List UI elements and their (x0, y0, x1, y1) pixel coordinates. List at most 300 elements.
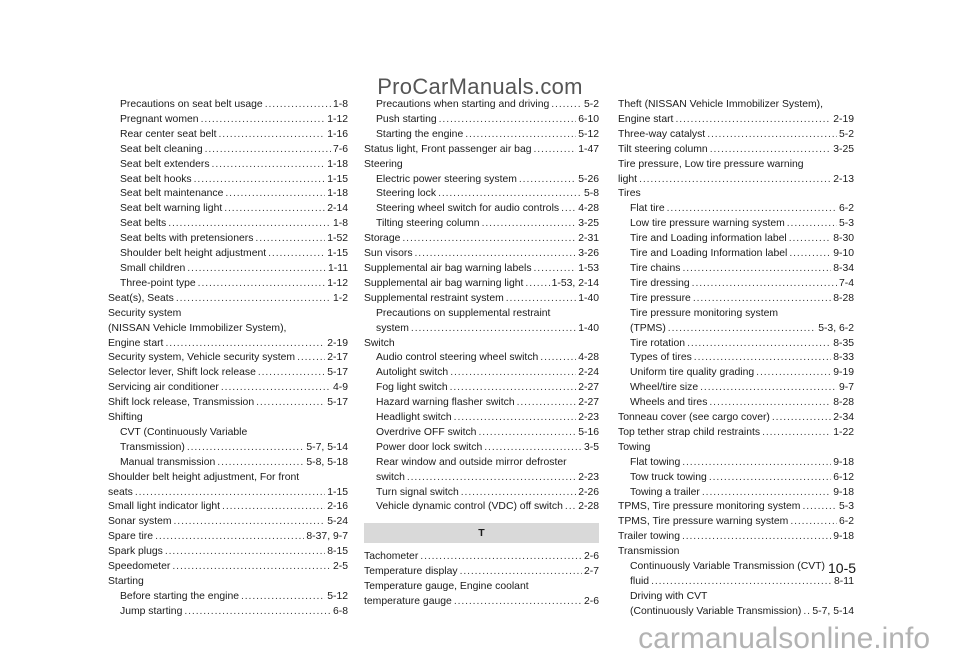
index-entry-text: Flat tire (630, 203, 665, 215)
index-entry-text-line: Security system (108, 307, 182, 319)
dot-leader (221, 381, 331, 396)
dot-leader (709, 396, 831, 411)
index-entry (108, 277, 348, 292)
dot-leader (187, 262, 326, 277)
index-entry (618, 515, 854, 530)
index-entry-text-line: Rear window and outside mirror defroster (376, 456, 567, 468)
index-entry-text: Turn signal switch (376, 486, 459, 498)
index-entry (108, 262, 348, 277)
dot-leader (198, 277, 326, 292)
dot-leader (693, 292, 831, 307)
index-entry-text: Tow truck towing (630, 471, 707, 483)
index-entry-page: 2-34 (833, 412, 854, 424)
index-entry-text: Shift lock release, Transmission (108, 397, 255, 409)
dot-leader (438, 187, 582, 202)
dot-leader (484, 441, 582, 456)
dot-leader (450, 366, 576, 381)
index-entry-page: 2-19 (833, 113, 854, 125)
dot-leader (165, 545, 325, 560)
index-entry-text: Fog light switch (376, 382, 448, 394)
index-entry-page: 8-37, 9-7 (306, 531, 348, 543)
index-entry-text: Steering wheel switch for audio controls (376, 203, 560, 215)
index-entry-text: Precautions when starting and driving (376, 99, 550, 110)
index-entry-text: Tires (618, 188, 641, 200)
index-entry-text: Storage (364, 233, 401, 245)
index-entry (364, 337, 599, 352)
index-entry-text: Small light indicator light (108, 501, 221, 513)
dot-leader (787, 217, 837, 232)
index-entry-page: 5-12 (578, 128, 599, 140)
index-entry-text: Manual transmission (120, 456, 216, 468)
index-entry-text: Security system, Vehicle security system (108, 352, 296, 364)
index-entry (618, 411, 854, 426)
dot-leader (411, 322, 576, 337)
index-entry-text: Tire and Loading information label (630, 233, 787, 245)
index-entry-text: Jump starting (120, 605, 183, 617)
index-entry-page: 9-18 (833, 486, 854, 498)
index-entry (108, 515, 348, 530)
dot-leader (205, 143, 331, 158)
index-entry-text: Supplemental air bag warning light (364, 277, 524, 289)
index-entry (108, 173, 348, 188)
index-entry (108, 158, 348, 173)
index-entry-text-line: Theft (NISSAN Vehicle Immobilizer System), (618, 99, 823, 110)
index-entry-text-line: Tire pressure, Low tire pressure warning (618, 158, 804, 170)
index-entry (108, 232, 348, 247)
dot-leader (551, 98, 582, 113)
index-entry-page: 9-18 (833, 456, 854, 468)
dot-leader (565, 500, 576, 515)
index-entry-page: 1-15 (327, 173, 348, 185)
index-entry (618, 530, 854, 545)
index-entry-page: 2-6 (583, 551, 599, 563)
dot-leader (789, 247, 831, 262)
index-entry-text: light (618, 173, 638, 185)
index-entry-text: Types of tires (630, 352, 692, 364)
index-entry (108, 560, 348, 575)
index-entry-text: Tilting steering column (376, 218, 480, 230)
dot-leader (176, 292, 331, 307)
index-entry (364, 411, 599, 426)
dot-leader (694, 351, 831, 366)
index-entry (108, 500, 348, 515)
index-entry-page: 6-12 (833, 471, 854, 483)
index-entry-page: 5-8 (583, 188, 599, 200)
dot-leader (268, 247, 325, 262)
index-entry (618, 471, 854, 486)
index-entry-text: Spark plugs (108, 546, 163, 558)
index-entry-page: 9-10 (833, 248, 854, 260)
index-entry (108, 456, 348, 471)
index-entry-page: 5-7, 5-14 (306, 441, 348, 453)
dot-leader (450, 381, 577, 396)
index-entry-page: 5-7, 5-14 (812, 605, 854, 617)
dot-leader (420, 550, 582, 565)
watermark-bottom: carmanualsonline.info (638, 622, 930, 655)
index-column-2 (364, 98, 599, 610)
index-entry-page: 5-16 (578, 426, 599, 438)
index-entry (108, 128, 348, 143)
dot-leader (709, 471, 831, 486)
dot-leader (402, 232, 576, 247)
index-entry-text: Engine start (618, 113, 674, 125)
index-entry-page: 2-27 (578, 397, 599, 409)
index-entry-page: 8-15 (327, 546, 348, 558)
dot-leader (184, 605, 331, 620)
index-entry (108, 545, 348, 560)
index-entry (364, 366, 599, 381)
index-entry-text: Trailer towing (618, 531, 680, 543)
dot-leader (525, 277, 549, 292)
index-entry (364, 98, 599, 113)
index-entry-text: Precautions on seat belt usage (120, 99, 263, 110)
index-entry (364, 565, 599, 580)
dot-leader (790, 515, 837, 530)
dot-leader (682, 262, 831, 277)
index-entry-page: 2-26 (578, 486, 599, 498)
index-entry-text: Wheels and tires (630, 397, 708, 409)
index-entry-page: 4-28 (578, 203, 599, 215)
index-entry (618, 143, 854, 158)
index-entry-page: 1-8 (332, 218, 348, 230)
index-entry-page: 7-6 (332, 143, 348, 155)
index-entry-text: Hazard warning flasher switch (376, 397, 515, 409)
index-entry-text: Electric power steering system (376, 173, 517, 185)
index-entry-page: 2-17 (327, 352, 348, 364)
index-entry (108, 98, 348, 113)
index-entry (108, 411, 348, 426)
dot-leader (460, 565, 582, 580)
index-entry (364, 580, 599, 610)
dot-leader (224, 202, 325, 217)
index-entry-page: 8-11 (833, 576, 854, 587)
index-entry-text: Seat(s), Seats (108, 292, 174, 304)
index-entry-text-line: Temperature gauge, Engine coolant (364, 581, 529, 593)
index-entry-page: 1-40 (578, 322, 599, 334)
index-entry (364, 262, 599, 277)
index-entry-text: (Continuously Variable Transmission) (630, 605, 802, 617)
index-entry-text: Before starting the engine (120, 590, 239, 602)
dot-leader (482, 217, 577, 232)
dot-leader (265, 98, 331, 113)
index-entry-page: 5-8, 5-18 (306, 456, 348, 468)
index-entry-page: 4-9 (332, 382, 348, 394)
index-entry-page: 1-18 (327, 188, 348, 200)
index-entry-page: 2-14 (327, 203, 348, 215)
dot-leader (415, 247, 577, 262)
dot-leader (201, 113, 326, 128)
index-entry-text: Supplemental restraint system (364, 292, 504, 304)
index-entry (108, 381, 348, 396)
dot-leader (212, 158, 326, 173)
index-entry-page: 8-35 (833, 337, 854, 349)
index-entry-page: 2-31 (578, 233, 599, 245)
index-entry-page: 1-8 (332, 99, 348, 110)
index-entry-text: Transmission) (120, 441, 185, 453)
index-entry-page: 1-12 (327, 113, 348, 125)
index-entry-page: 6-10 (578, 113, 599, 125)
index-entry-page: 5-12 (327, 590, 348, 602)
dot-leader (217, 456, 304, 471)
index-entry-text: Towing (618, 441, 651, 453)
index-entry-page: 8-28 (833, 397, 854, 409)
index-entry (108, 217, 348, 232)
index-entry-page: 5-26 (578, 173, 599, 185)
index-entry-text: Spare tire (108, 531, 154, 543)
index-entry-page: 1-40 (578, 292, 599, 304)
index-entry-page: 1-2 (332, 292, 348, 304)
index-entry (108, 396, 348, 411)
index-entry (364, 158, 599, 173)
dot-leader (258, 366, 325, 381)
index-column-1 (108, 98, 348, 620)
index-entry (618, 202, 854, 217)
dot-leader (256, 396, 325, 411)
dot-leader (702, 486, 831, 501)
index-entry-text: Seat belt cleaning (120, 143, 203, 155)
index-entry-text: Wheel/tire size (630, 382, 699, 394)
index-entry-text-line: Tire pressure monitoring system (630, 307, 779, 319)
index-entry (108, 605, 348, 620)
dot-leader (762, 426, 831, 441)
index-entry (364, 550, 599, 565)
index-entry-text-line: CVT (Continuously Variable (120, 426, 248, 438)
index-entry (618, 292, 854, 307)
index-entry-text: Shifting (108, 412, 143, 424)
index-entry (618, 158, 854, 188)
index-entry (108, 187, 348, 202)
index-entry-page: 1-53 (578, 262, 599, 274)
index-entry (108, 530, 348, 545)
index-entry (108, 292, 348, 307)
index-entry-text: Steering (364, 158, 403, 170)
index-entry-text-line: Shoulder belt height adjustment, For front (108, 471, 300, 483)
index-entry (618, 337, 854, 352)
index-entry-page: 2-23 (578, 471, 599, 483)
section-heading-t: T (364, 523, 599, 543)
index-entry-text: Seat belts with pretensioners (120, 233, 254, 245)
dot-leader (218, 128, 325, 143)
index-entry-page: 2-13 (833, 173, 854, 185)
index-entry-text: Transmission (618, 546, 680, 558)
index-entry (108, 202, 348, 217)
dot-leader (756, 366, 831, 381)
dot-leader (772, 411, 831, 426)
index-entry-text: switch (376, 471, 405, 483)
index-entry-page: 9-19 (833, 367, 854, 379)
index-entry-page: 8-34 (833, 262, 854, 274)
index-entry (364, 173, 599, 188)
dot-leader (506, 292, 576, 307)
dot-leader (454, 595, 582, 610)
index-entry-page: 1-18 (327, 158, 348, 170)
index-entry-text: TPMS, Tire pressure warning system (618, 516, 789, 528)
dot-leader (465, 128, 576, 143)
index-entry-page: 5-2 (583, 99, 599, 110)
index-entry-page: 5-3, 6-2 (818, 322, 854, 334)
index-entry-page: 1-53, 2-14 (551, 277, 599, 289)
index-column-3 (618, 98, 857, 620)
index-entry-page: 2-19 (327, 337, 348, 349)
dot-leader (692, 277, 837, 292)
dot-leader (540, 351, 576, 366)
index-entry-text: Selector lever, Shift lock release (108, 367, 256, 379)
index-entry-text: Power door lock switch (376, 441, 483, 453)
index-entry-text: Steering lock (376, 188, 437, 200)
index-entry-text: Shoulder belt height adjustment (120, 248, 267, 260)
index-entry (618, 351, 854, 366)
index-entry (618, 381, 854, 396)
dot-leader (687, 337, 831, 352)
index-entry (364, 143, 599, 158)
index-entry-page: 5-2 (838, 128, 854, 140)
index-entry-text: Overdrive OFF switch (376, 426, 477, 438)
index-entry-text: TPMS, Tire pressure monitoring system (618, 501, 801, 513)
index-entry-text-line: (NISSAN Vehicle Immobilizer System), (108, 322, 287, 334)
index-entry-text: Seat belt maintenance (120, 188, 224, 200)
index-entry-page: 8-33 (833, 352, 854, 364)
index-entry (108, 575, 348, 590)
index-entry-page: 3-5 (583, 441, 599, 453)
dot-leader (803, 605, 810, 620)
index-entry-text: Vehicle dynamic control (VDC) off switch (376, 501, 563, 513)
index-entry-text: Sun visors (364, 248, 413, 260)
index-entry (364, 113, 599, 128)
index-entry-text: Tire rotation (630, 337, 686, 349)
index-entry-text: Seat belt hooks (120, 173, 192, 185)
index-entry-page: 2-23 (578, 412, 599, 424)
index-entry-text: temperature gauge (364, 596, 452, 608)
watermark-top: ProCarManuals.com (377, 74, 583, 99)
dot-leader (241, 590, 325, 605)
index-entry (364, 426, 599, 441)
index-entry-page: 1-52 (327, 233, 348, 245)
index-entry (364, 396, 599, 411)
dot-leader (135, 486, 325, 501)
index-entry (108, 366, 348, 381)
index-entry-page: 9-7 (838, 382, 854, 394)
index-entry (618, 560, 857, 590)
index-entry-text: (TPMS) (630, 322, 666, 334)
page-number: 10-5 (828, 560, 857, 576)
dot-leader (519, 173, 576, 188)
index-entry (364, 247, 599, 262)
index-entry (364, 128, 599, 143)
index-entry-page: 3-25 (833, 143, 854, 155)
index-entry-page: 1-47 (578, 143, 599, 155)
dot-leader (439, 113, 577, 128)
index-entry-text: Seat belt extenders (120, 158, 210, 170)
index-entry (618, 426, 854, 441)
index-entry-text-line: Driving with CVT (630, 590, 708, 602)
index-entry-text: Tire dressing (630, 277, 690, 289)
dot-leader (187, 441, 305, 456)
dot-leader (454, 411, 577, 426)
dot-leader (407, 471, 576, 486)
index-entry-page: 4-28 (578, 352, 599, 364)
index-entry-text: Rear center seat belt (120, 128, 217, 140)
index-entry-text: Small children (120, 262, 186, 274)
dot-leader (165, 337, 325, 352)
index-entry-text: Flat towing (630, 456, 681, 468)
index-entry (364, 202, 599, 217)
index-entry-page: 1-15 (327, 486, 348, 498)
index-entry-text: Temperature display (364, 566, 458, 578)
index-entry-page: 2-6 (583, 596, 599, 608)
index-entry (364, 441, 599, 456)
index-entry-page: 2-16 (327, 501, 348, 513)
index-entry-text: Seat belts (120, 218, 167, 230)
dot-leader (651, 575, 832, 590)
index-entry-text: Tachometer (364, 551, 419, 563)
dot-leader (225, 187, 325, 202)
index-entry (618, 128, 854, 143)
index-entry-page: 6-2 (838, 203, 854, 215)
dot-leader (174, 515, 326, 530)
index-entry-text: seats (108, 486, 133, 498)
index-entry-text: Engine start (108, 337, 164, 349)
index-entry (618, 590, 854, 620)
index-entry (108, 307, 348, 352)
index-entry-page: 9-18 (833, 531, 854, 543)
index-entry-text: Headlight switch (376, 412, 452, 424)
index-entry-page: 2-7 (583, 566, 599, 578)
index-entry (618, 277, 854, 292)
index-entry-text: Starting (108, 576, 144, 587)
dot-leader (700, 381, 837, 396)
index-entry (364, 217, 599, 232)
index-entry (364, 351, 599, 366)
index-entry (364, 232, 599, 247)
index-entry-page: 2-27 (578, 382, 599, 394)
index-entry-text: Speedometer (108, 561, 171, 573)
index-entry-page: 6-2 (838, 516, 854, 528)
index-entry-text: system (376, 322, 409, 334)
index-entry (618, 545, 854, 560)
dot-leader (682, 530, 831, 545)
index-entry-text: Uniform tire quality grading (630, 367, 755, 379)
index-entry-page: 1-16 (327, 128, 348, 140)
index-entry-text: Starting the engine (376, 128, 464, 140)
index-entry-page: 3-25 (578, 218, 599, 230)
dot-leader (668, 322, 816, 337)
index-entry (618, 486, 854, 501)
index-entry-page: 2-28 (578, 501, 599, 513)
dot-leader (675, 113, 831, 128)
index-entry-text: Three-point type (120, 277, 196, 289)
dot-leader (297, 351, 325, 366)
index-entry-text: Sonar system (108, 516, 172, 528)
index-entry (618, 217, 854, 232)
index-entry (108, 426, 348, 456)
index-entry (364, 292, 599, 307)
index-entry (364, 381, 599, 396)
index-entry-text: Tire chains (630, 262, 681, 274)
index-entry (108, 143, 348, 158)
index-entry-page: 3-26 (578, 248, 599, 260)
index-entry (618, 98, 854, 128)
index-entry-page: 1-11 (327, 262, 348, 274)
index-entry-text: Top tether strap child restraints (618, 426, 761, 438)
index-entry-text: Tilt steering column (618, 143, 708, 155)
index-entry (108, 351, 348, 366)
index-entry-text: Towing a trailer (630, 486, 700, 498)
index-entry-text: Audio control steering wheel switch (376, 352, 539, 364)
index-entry (108, 113, 348, 128)
index-entry-page: 7-4 (838, 277, 854, 289)
dot-leader (168, 217, 331, 232)
dot-leader (478, 426, 576, 441)
